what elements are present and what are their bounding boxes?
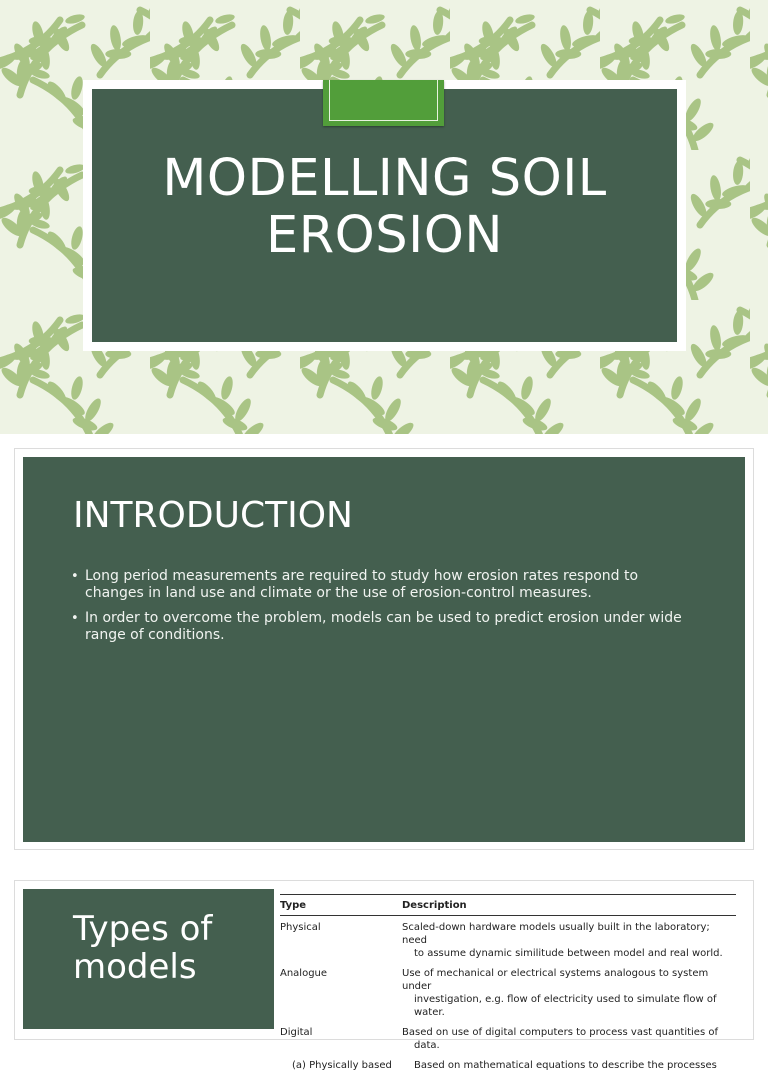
desc-line: Scaled-down hardware models usually built in the laboratory; need [402,922,710,946]
types-heading-line-1: Types of [73,909,213,949]
table-row [280,1026,736,1052]
table-header-row [280,895,736,915]
bullet-item: • Long period measurements are required to study how erosion rates respond to changes in land use and climate or the use of erosion-control measures. [71,568,691,602]
cell-type: Physical [280,922,321,933]
title-line-1: MODELLING SOIL [162,149,607,208]
desc-line: Based on use of digital computers to process vast quantities of [402,1027,718,1038]
table-row [280,1059,736,1072]
desc-line: water. [414,1007,445,1018]
title-accent-tab [323,80,444,126]
desc-line: investigation, e.g. flow of electricity used to simulate flow of [414,994,717,1005]
table-header-rule [280,915,736,916]
desc-line: to assume dynamic similitude between model and real world. [414,948,723,959]
introduction-heading: INTRODUCTION [73,495,353,536]
table-body [280,921,736,1072]
introduction-bullet-list [71,568,691,652]
desc-line: Use of mechanical or electrical systems analogous to system under [402,968,709,992]
bullet-item: • In order to overcome the problem, models can be used to predict erosion under wide range of conditions. [71,610,691,644]
cell-description [402,967,736,1019]
types-heading [73,910,273,986]
presentation-title [92,150,677,264]
table-row [280,921,736,960]
header-type: Type [280,900,307,911]
header-description: Description [402,900,467,911]
cell-type: Digital [280,1027,313,1038]
title-line-2: EROSION [265,206,503,265]
cell-description [414,1059,736,1072]
cell-description [402,1026,736,1052]
table-row [280,967,736,1019]
desc-line: data. [414,1040,440,1051]
cell-description [402,921,736,960]
cell-type: Analogue [280,968,328,979]
cell-type: (a) Physically based [292,1060,392,1071]
table-caption-cropped [280,884,736,890]
types-heading-line-2: models [73,947,197,987]
desc-line: Based on mathematical equations to describe the processes [414,1060,717,1071]
model-types-table [280,884,736,1072]
title-slide[interactable] [0,0,768,434]
